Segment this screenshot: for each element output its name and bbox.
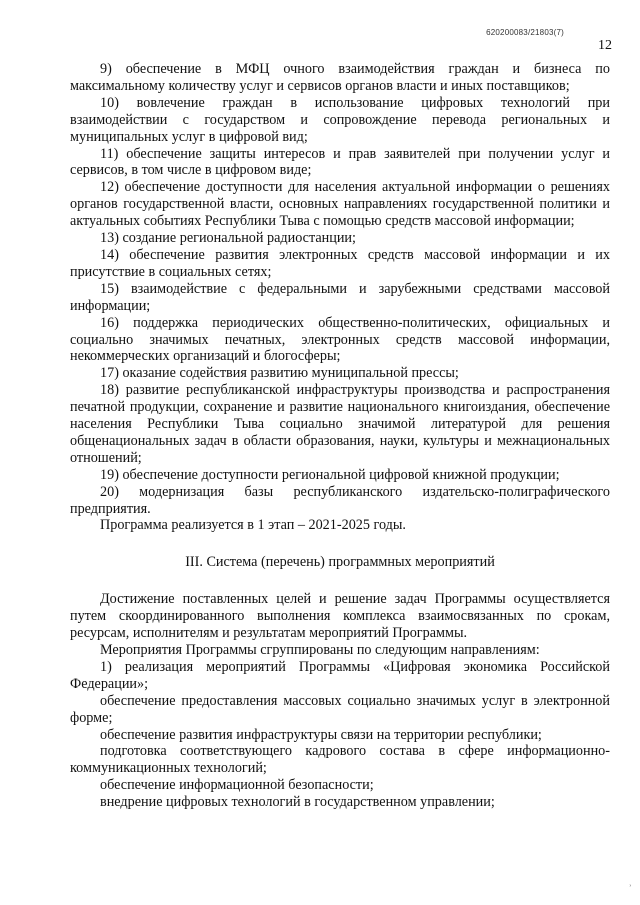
document-code: 620200083/21803(7) xyxy=(486,28,564,37)
list-item: 10) вовлечение граждан в использование цифровых технологий при взаимодействии с государством и сопровождение перевода региональных и муниципальных услуг в цифровой вид; xyxy=(70,94,610,145)
list-item: 9) обеспечение в МФЦ очного взаимодействия граждан и бизнеса по максимальному количеству услуг и сервисов органов власти и иных поставщиков; xyxy=(70,61,610,94)
page-number: 12 xyxy=(598,38,612,53)
section-paragraph: Мероприятия Программы сгруппированы по следующим направлениям: xyxy=(100,642,540,658)
section-paragraph: 1) реализация мероприятий Программы «Цифровая экономика Российской Федерации»; xyxy=(70,658,610,692)
list-item: 16) поддержка периодических общественно-политических, официальных и социально значимых печатных, электронных средств массовой информации, некоммерческих организаций и блогосферы; xyxy=(70,314,610,365)
section-paragraph: обеспечение предоставления массовых социально значимых услуг в электронной форме; xyxy=(70,692,610,726)
document-body xyxy=(70,61,610,811)
list-item: 18) развитие республиканской инфраструктуры производства и распространения печатной продукции, сохранение и развитие национального книгоиздания, обеспечение населения Республики Тыва социально значимой литературой для решения общенациональных задач в области образования, науки, культуры и межнациональных отношений; xyxy=(70,382,610,466)
program-stage-paragraph: Программа реализуется в 1 этап – 2021-2025 годы. xyxy=(100,517,406,534)
section-paragraph: подготовка соответствующего кадрового состава в сфере информационно-коммуникационных технологий; xyxy=(70,743,610,777)
list-item: 20) модернизация базы республиканского издательско-полиграфического предприятия. xyxy=(70,483,610,517)
section-heading: III. Система (перечень) программных мероприятий xyxy=(185,554,495,571)
list-item: 12) обеспечение доступности для населения актуальной информации о решениях органов государственной власти, основных направлениях государственной политики и актуальных событиях Республики Тыва с помощью средств массовой информации; xyxy=(70,179,610,230)
list-item: 13) создание региональной радиостанции; xyxy=(100,230,356,247)
list-item: 14) обеспечение развития электронных средств массовой информации и их присутствие в социальных сетях; xyxy=(70,246,610,280)
section-paragraph: обеспечение развития инфраструктуры связи на территории республики; xyxy=(100,726,542,743)
section-paragraph: внедрение цифровых технологий в государственном управлении; xyxy=(100,794,495,811)
section-paragraph: Достижение поставленных целей и решение задач Программы осуществляется путем скоординированного выполнения комплекса взаимосвязанных по срокам, ресурсам, исполнителям и результатам мероприятий Программы. xyxy=(70,591,610,642)
list-item: 11) обеспечение защиты интересов и прав заявителей при получении услуг и сервисов, в том числе в цифровом виде; xyxy=(70,145,610,179)
list-item: 15) взаимодействие с федеральными и зарубежными средствами массовой информации; xyxy=(70,280,610,314)
section-paragraph: обеспечение информационной безопасности; xyxy=(100,777,374,794)
list-item: 19) обеспечение доступности региональной цифровой книжной продукции; xyxy=(100,466,560,483)
scan-mark: ʾ xyxy=(628,884,632,895)
list-item: 17) оказание содействия развитию муниципальной прессы; xyxy=(100,365,459,382)
